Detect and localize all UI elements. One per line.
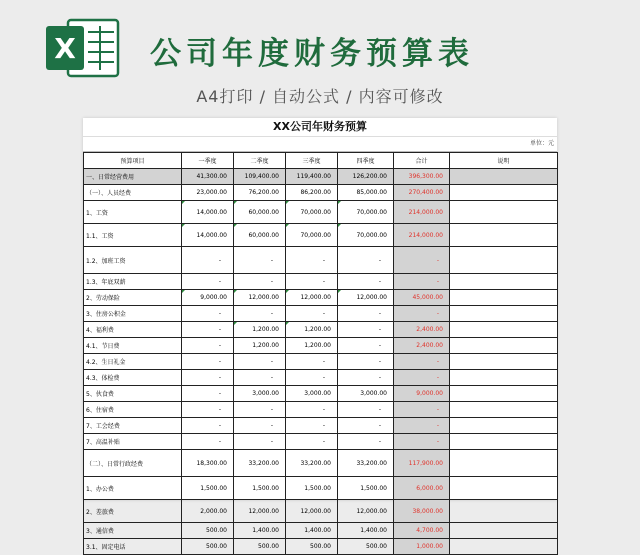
quarter-cell[interactable]: 14,000.00: [182, 224, 234, 247]
header-cell[interactable]: 一季度: [182, 153, 234, 169]
table-row: [84, 402, 558, 418]
quarter-cell[interactable]: 1,200.00: [234, 338, 286, 354]
table-row: [84, 169, 558, 185]
quarter-cell[interactable]: 3,000.00: [286, 386, 338, 402]
total-cell[interactable]: 214,000.00: [394, 224, 450, 247]
unit-label: 单位：元: [83, 137, 557, 152]
quarter-cell[interactable]: -: [286, 247, 338, 274]
quarter-cell[interactable]: 12,000.00: [286, 500, 338, 523]
header-cell[interactable]: 合计: [394, 153, 450, 169]
total-cell[interactable]: 4,700.00: [394, 523, 450, 539]
quarter-cell[interactable]: 500.00: [182, 539, 234, 555]
item-name-cell[interactable]: 7、工会经费: [84, 418, 182, 434]
note-cell[interactable]: [450, 224, 558, 247]
total-cell[interactable]: -: [394, 274, 450, 290]
item-name-cell[interactable]: 4.1、节日费: [84, 338, 182, 354]
quarter-cell[interactable]: -: [182, 274, 234, 290]
quarter-cell[interactable]: 3,000.00: [338, 386, 394, 402]
table-row: [84, 247, 558, 274]
quarter-cell[interactable]: -: [338, 418, 394, 434]
note-cell[interactable]: [450, 539, 558, 555]
quarter-cell[interactable]: -: [182, 322, 234, 338]
item-name-cell[interactable]: 1、工资: [84, 201, 182, 224]
total-cell[interactable]: 396,300.00: [394, 169, 450, 185]
banner: [0, 0, 640, 118]
quarter-cell[interactable]: 1,500.00: [286, 477, 338, 500]
quarter-cell[interactable]: 500.00: [286, 539, 338, 555]
quarter-cell[interactable]: 12,000.00: [234, 290, 286, 306]
quarter-cell[interactable]: -: [234, 418, 286, 434]
total-cell[interactable]: 38,000.00: [394, 500, 450, 523]
quarter-cell[interactable]: 500.00: [182, 523, 234, 539]
quarter-cell[interactable]: -: [338, 402, 394, 418]
quarter-cell[interactable]: -: [234, 354, 286, 370]
table-row: [84, 523, 558, 539]
quarter-cell[interactable]: 18,300.00: [182, 450, 234, 477]
quarter-cell[interactable]: -: [182, 370, 234, 386]
page-subtitle: A4打印 / 自动公式 / 内容可修改: [196, 87, 444, 106]
quarter-cell[interactable]: 60,000.00: [234, 201, 286, 224]
quarter-cell[interactable]: 41,300.00: [182, 169, 234, 185]
quarter-cell[interactable]: 1,500.00: [234, 477, 286, 500]
note-cell[interactable]: [450, 306, 558, 322]
total-cell[interactable]: -: [394, 418, 450, 434]
item-name-cell[interactable]: （二）、日常行政经费: [84, 450, 182, 477]
header-cell[interactable]: 四季度: [338, 153, 394, 169]
quarter-cell[interactable]: 500.00: [234, 539, 286, 555]
note-cell[interactable]: [450, 247, 558, 274]
svg-text:X: X: [54, 32, 76, 65]
quarter-cell[interactable]: 70,000.00: [286, 224, 338, 247]
quarter-cell[interactable]: -: [234, 370, 286, 386]
quarter-cell[interactable]: 12,000.00: [338, 290, 394, 306]
total-cell[interactable]: 2,400.00: [394, 322, 450, 338]
quarter-cell[interactable]: -: [338, 338, 394, 354]
quarter-cell[interactable]: 2,000.00: [182, 500, 234, 523]
item-name-cell[interactable]: 2、差旅费: [84, 500, 182, 523]
item-name-cell[interactable]: 7、高温补贴: [84, 434, 182, 450]
table-row: [84, 338, 558, 354]
quarter-cell[interactable]: -: [286, 354, 338, 370]
quarter-cell[interactable]: -: [182, 247, 234, 274]
note-cell[interactable]: [450, 354, 558, 370]
total-cell[interactable]: 2,400.00: [394, 338, 450, 354]
quarter-cell[interactable]: 1,200.00: [286, 338, 338, 354]
quarter-cell[interactable]: 109,400.00: [234, 169, 286, 185]
quarter-cell[interactable]: -: [286, 434, 338, 450]
total-cell[interactable]: 214,000.00: [394, 201, 450, 224]
note-cell[interactable]: [450, 402, 558, 418]
quarter-cell[interactable]: -: [182, 354, 234, 370]
quarter-cell[interactable]: -: [182, 306, 234, 322]
quarter-cell[interactable]: -: [338, 322, 394, 338]
table-row: [84, 306, 558, 322]
quarter-cell[interactable]: 76,200.00: [234, 185, 286, 201]
quarter-cell[interactable]: -: [234, 274, 286, 290]
item-name-cell[interactable]: 1.3、年底双薪: [84, 274, 182, 290]
quarter-cell[interactable]: 14,000.00: [182, 201, 234, 224]
total-cell[interactable]: 6,000.00: [394, 477, 450, 500]
quarter-cell[interactable]: 33,200.00: [338, 450, 394, 477]
quarter-cell[interactable]: 1,400.00: [338, 523, 394, 539]
item-name-cell[interactable]: 3、通信费: [84, 523, 182, 539]
note-cell[interactable]: [450, 338, 558, 354]
note-cell[interactable]: [450, 434, 558, 450]
total-cell[interactable]: 117,900.00: [394, 450, 450, 477]
total-cell[interactable]: 270,400.00: [394, 185, 450, 201]
quarter-cell[interactable]: 70,000.00: [286, 201, 338, 224]
total-cell[interactable]: -: [394, 247, 450, 274]
quarter-cell[interactable]: 86,200.00: [286, 185, 338, 201]
note-cell[interactable]: [450, 523, 558, 539]
note-cell[interactable]: [450, 274, 558, 290]
quarter-cell[interactable]: 12,000.00: [338, 500, 394, 523]
total-cell[interactable]: 45,000.00: [394, 290, 450, 306]
quarter-cell[interactable]: -: [338, 434, 394, 450]
note-cell[interactable]: [450, 185, 558, 201]
note-cell[interactable]: [450, 500, 558, 523]
total-cell[interactable]: -: [394, 370, 450, 386]
note-cell[interactable]: [450, 418, 558, 434]
item-name-cell[interactable]: 5、伙食费: [84, 386, 182, 402]
quarter-cell[interactable]: 12,000.00: [234, 500, 286, 523]
quarter-cell[interactable]: 3,000.00: [234, 386, 286, 402]
sheet-title: XX公司年财务预算: [83, 118, 557, 137]
table-row: [84, 185, 558, 201]
quarter-cell[interactable]: 126,200.00: [338, 169, 394, 185]
total-cell[interactable]: 9,000.00: [394, 386, 450, 402]
quarter-cell[interactable]: -: [286, 402, 338, 418]
table-row: [84, 322, 558, 338]
item-name-cell[interactable]: 2、劳动保险: [84, 290, 182, 306]
page-title: 公司年度财务预算表: [150, 36, 474, 72]
quarter-cell[interactable]: 9,000.00: [182, 290, 234, 306]
header-cell[interactable]: 三季度: [286, 153, 338, 169]
item-name-cell[interactable]: 1、办公费: [84, 477, 182, 500]
quarter-cell[interactable]: -: [286, 306, 338, 322]
header-cell[interactable]: 预算项目: [84, 153, 182, 169]
quarter-cell[interactable]: 23,000.00: [182, 185, 234, 201]
table-row: [84, 290, 558, 306]
item-name-cell[interactable]: 4、福利费: [84, 322, 182, 338]
quarter-cell[interactable]: 1,400.00: [234, 523, 286, 539]
quarter-cell[interactable]: 1,500.00: [338, 477, 394, 500]
table-row: [84, 434, 558, 450]
quarter-cell[interactable]: 12,000.00: [286, 290, 338, 306]
quarter-cell[interactable]: 1,400.00: [286, 523, 338, 539]
quarter-cell[interactable]: -: [338, 306, 394, 322]
table-row: [84, 201, 558, 224]
note-cell[interactable]: [450, 370, 558, 386]
quarter-cell[interactable]: -: [182, 386, 234, 402]
total-cell[interactable]: -: [394, 434, 450, 450]
note-cell[interactable]: [450, 386, 558, 402]
quarter-cell[interactable]: -: [286, 274, 338, 290]
quarter-cell[interactable]: -: [234, 306, 286, 322]
quarter-cell[interactable]: -: [286, 418, 338, 434]
quarter-cell[interactable]: 1,200.00: [286, 322, 338, 338]
table-row: [84, 370, 558, 386]
total-cell[interactable]: -: [394, 402, 450, 418]
header-cell[interactable]: 说明: [450, 153, 558, 169]
item-name-cell[interactable]: 3、住房公积金: [84, 306, 182, 322]
quarter-cell[interactable]: -: [338, 274, 394, 290]
quarter-cell[interactable]: -: [182, 434, 234, 450]
quarter-cell[interactable]: -: [338, 354, 394, 370]
table-row: [84, 386, 558, 402]
total-cell[interactable]: 1,000.00: [394, 539, 450, 555]
note-cell[interactable]: [450, 201, 558, 224]
item-name-cell[interactable]: 一、日常经营费用: [84, 169, 182, 185]
quarter-cell[interactable]: 119,400.00: [286, 169, 338, 185]
table-row: [84, 539, 558, 555]
note-cell[interactable]: [450, 290, 558, 306]
note-cell[interactable]: [450, 169, 558, 185]
quarter-cell[interactable]: -: [286, 370, 338, 386]
quarter-cell[interactable]: 33,200.00: [234, 450, 286, 477]
quarter-cell[interactable]: 1,500.00: [182, 477, 234, 500]
quarter-cell[interactable]: -: [338, 370, 394, 386]
item-name-cell[interactable]: 4.2、生日礼金: [84, 354, 182, 370]
table-row: [84, 500, 558, 523]
quarter-cell[interactable]: 85,000.00: [338, 185, 394, 201]
table-header-row: [84, 153, 558, 169]
table-row: [84, 354, 558, 370]
quarter-cell[interactable]: -: [182, 402, 234, 418]
quarter-cell[interactable]: 70,000.00: [338, 201, 394, 224]
table-row: [84, 418, 558, 434]
quarter-cell[interactable]: -: [182, 418, 234, 434]
note-cell[interactable]: [450, 450, 558, 477]
quarter-cell[interactable]: 33,200.00: [286, 450, 338, 477]
excel-icon: [44, 18, 120, 78]
table-row: [84, 477, 558, 500]
quarter-cell[interactable]: -: [338, 247, 394, 274]
quarter-cell[interactable]: -: [234, 247, 286, 274]
item-name-cell[interactable]: 1.1、工资: [84, 224, 182, 247]
table-row: [84, 224, 558, 247]
header-cell[interactable]: 二季度: [234, 153, 286, 169]
quarter-cell[interactable]: 60,000.00: [234, 224, 286, 247]
note-cell[interactable]: [450, 477, 558, 500]
item-name-cell[interactable]: （一）、人员经费: [84, 185, 182, 201]
table-row: [84, 450, 558, 477]
item-name-cell[interactable]: 4.3、体检费: [84, 370, 182, 386]
note-cell[interactable]: [450, 322, 558, 338]
item-name-cell[interactable]: 3.1、固定电话: [84, 539, 182, 555]
total-cell[interactable]: -: [394, 354, 450, 370]
quarter-cell[interactable]: -: [234, 402, 286, 418]
item-name-cell[interactable]: 6、住宿费: [84, 402, 182, 418]
total-cell[interactable]: -: [394, 306, 450, 322]
quarter-cell[interactable]: -: [234, 434, 286, 450]
quarter-cell[interactable]: -: [182, 338, 234, 354]
quarter-cell[interactable]: 70,000.00: [338, 224, 394, 247]
table-row: [84, 274, 558, 290]
item-name-cell[interactable]: 1.2、加班工资: [84, 247, 182, 274]
quarter-cell[interactable]: 1,200.00: [234, 322, 286, 338]
quarter-cell[interactable]: 500.00: [338, 539, 394, 555]
budget-table: [83, 152, 558, 555]
spreadsheet: [83, 118, 557, 551]
